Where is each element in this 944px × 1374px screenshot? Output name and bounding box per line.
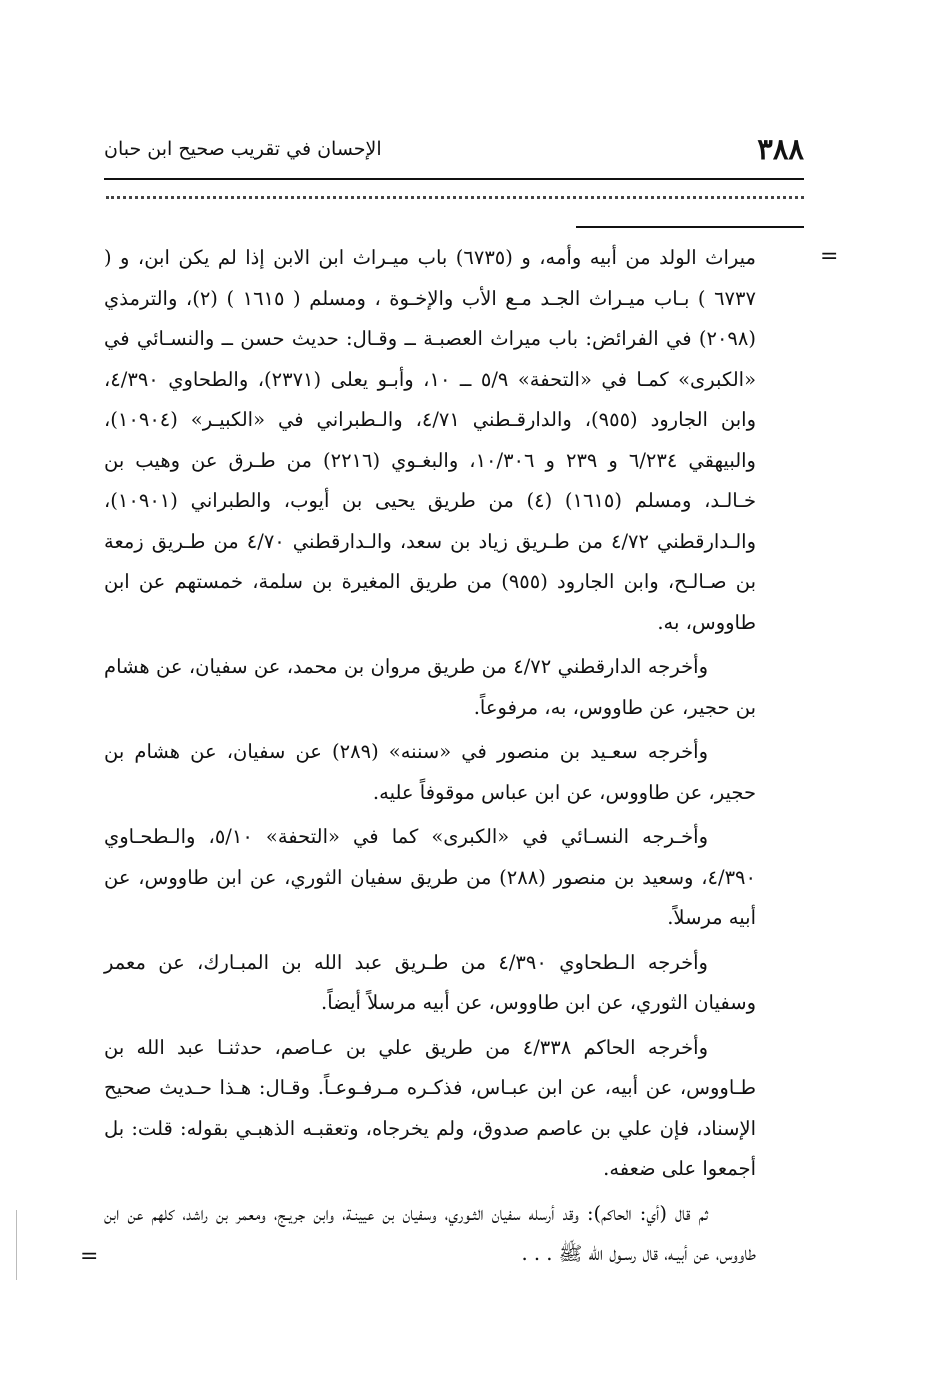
continuation-mark-bottom: = (80, 1244, 99, 1269)
footnote-paragraph-3: وأخرجه سعـيد بن منصور في «سننه» (٢٨٩) عن سفيان، عن هشام بن حجير، عن طاووس، عن ابن عباس موقوفاً عليه. (104, 740, 756, 804)
footnote-divider (576, 226, 804, 228)
page-header (104, 128, 804, 172)
footnote-paragraph-2: وأخرجه الدارقطني ٤/٧٢ من طريق مروان بن محمد، عن سفيان، عن هشام بن حجير، عن طاووس، به، مرفوعاً. (104, 655, 756, 719)
footnote-paragraph-7: ثم قال (أي: الحاكم): وقد أرسله سفيان الثـوري، وسفيان بن عيينـة، وابن جريـج، ومعمر بن راشد، كلهم عن ابن طاووس، عن أبيـه، قال رسـول الله ﷺ . . . (104, 1201, 756, 1265)
footnote-paragraph-1: ميراث الولد من أبيه وأمه، و (٦٧٣٥) باب ميـراث ابن الابن إذا لم يكن ابن، و ( ٦٧٣٧ ) بـاب ميـراث الجـد مـع الأب والإخـوة ، ومسلم ( ١٦١٥ ) (٢)، والترمذي (٢٠٩٨) في الفرائض: باب ميراث العصبـة ــ وقـال: حديث حسن ــ والنسـائي في «الكبرى» كمـا في «التحفة» ٥/٩ ــ ١٠، وأبـو يعلى (٢٣٧١)، والطحاوي ٤/٣٩٠، وابن الجارود (٩٥٥)، والدارقـطني ٤/٧١، والـطبراني في «الكبيـر» (١٠٩٠٤)، والبيهقي ٦/٢٣٤ و ٢٣٩ و ١٠/٣٠٦، والبغـوي (٢٢١٦) من طـرق عن وهيب بن خـالـد، ومسلم (١٦١٥) (٤) من طريق يحيى بن أيوب، والطبراني (١٠٩٠١)، والـدارقطني ٤/٧٢ من طـريق زياد بن سعد، والـدارقطني ٤/٧٠ من طـريق زمعة بن صـالـح، وابن الجارود (٩٥٥) من طريق المغيرة بن سلمة، خمستهم عن ابن طاووس، به. (104, 246, 757, 634)
running-title: الإحسان في تقريب صحيح ابن حبان (104, 138, 382, 160)
footnote-text (104, 238, 756, 1279)
continuation-mark-top: = (820, 244, 839, 269)
page-number: ٣٨٨ (757, 132, 804, 166)
footnote-paragraph-6: وأخرجه الحاكم ٤/٣٣٨ من طريق علي بن عـاصم، حدثنـا عبد الله بن طـاووس، عن أبيه، عن ابن عبـاس، فذكـره مـرفـوعـاً. وقـال: هـذا حـديث صحيح الإسناد، فإن علي بن عاصم صدوق، ولم يخرجاه، وتعقبـه الذهبـي بقوله: قلت: بل أجمعوا على ضعفه. (104, 1035, 756, 1180)
header-divider (104, 178, 804, 180)
margin-line (16, 1210, 17, 1280)
footnote-paragraph-4: وأخـرجه النسـائي في «الكبرى» كما في «التحفة» ٥/١٠، والـطحـاوي ٤/٣٩٠، وسعيد بن منصور (٢٨٨) من طريق سفيان الثوري، عن ابن طاووس، عن أبيه مرسلاً. (104, 825, 756, 929)
dotted-divider (106, 196, 804, 199)
footnote-paragraph-5: وأخرجه الـطحاوي ٤/٣٩٠ من طـريق عبد الله بن المبـارك، عن معمر وسفيان الثوري، عن ابن طاووس، عن أبيه مرسلاً أيضاً. (104, 950, 756, 1014)
